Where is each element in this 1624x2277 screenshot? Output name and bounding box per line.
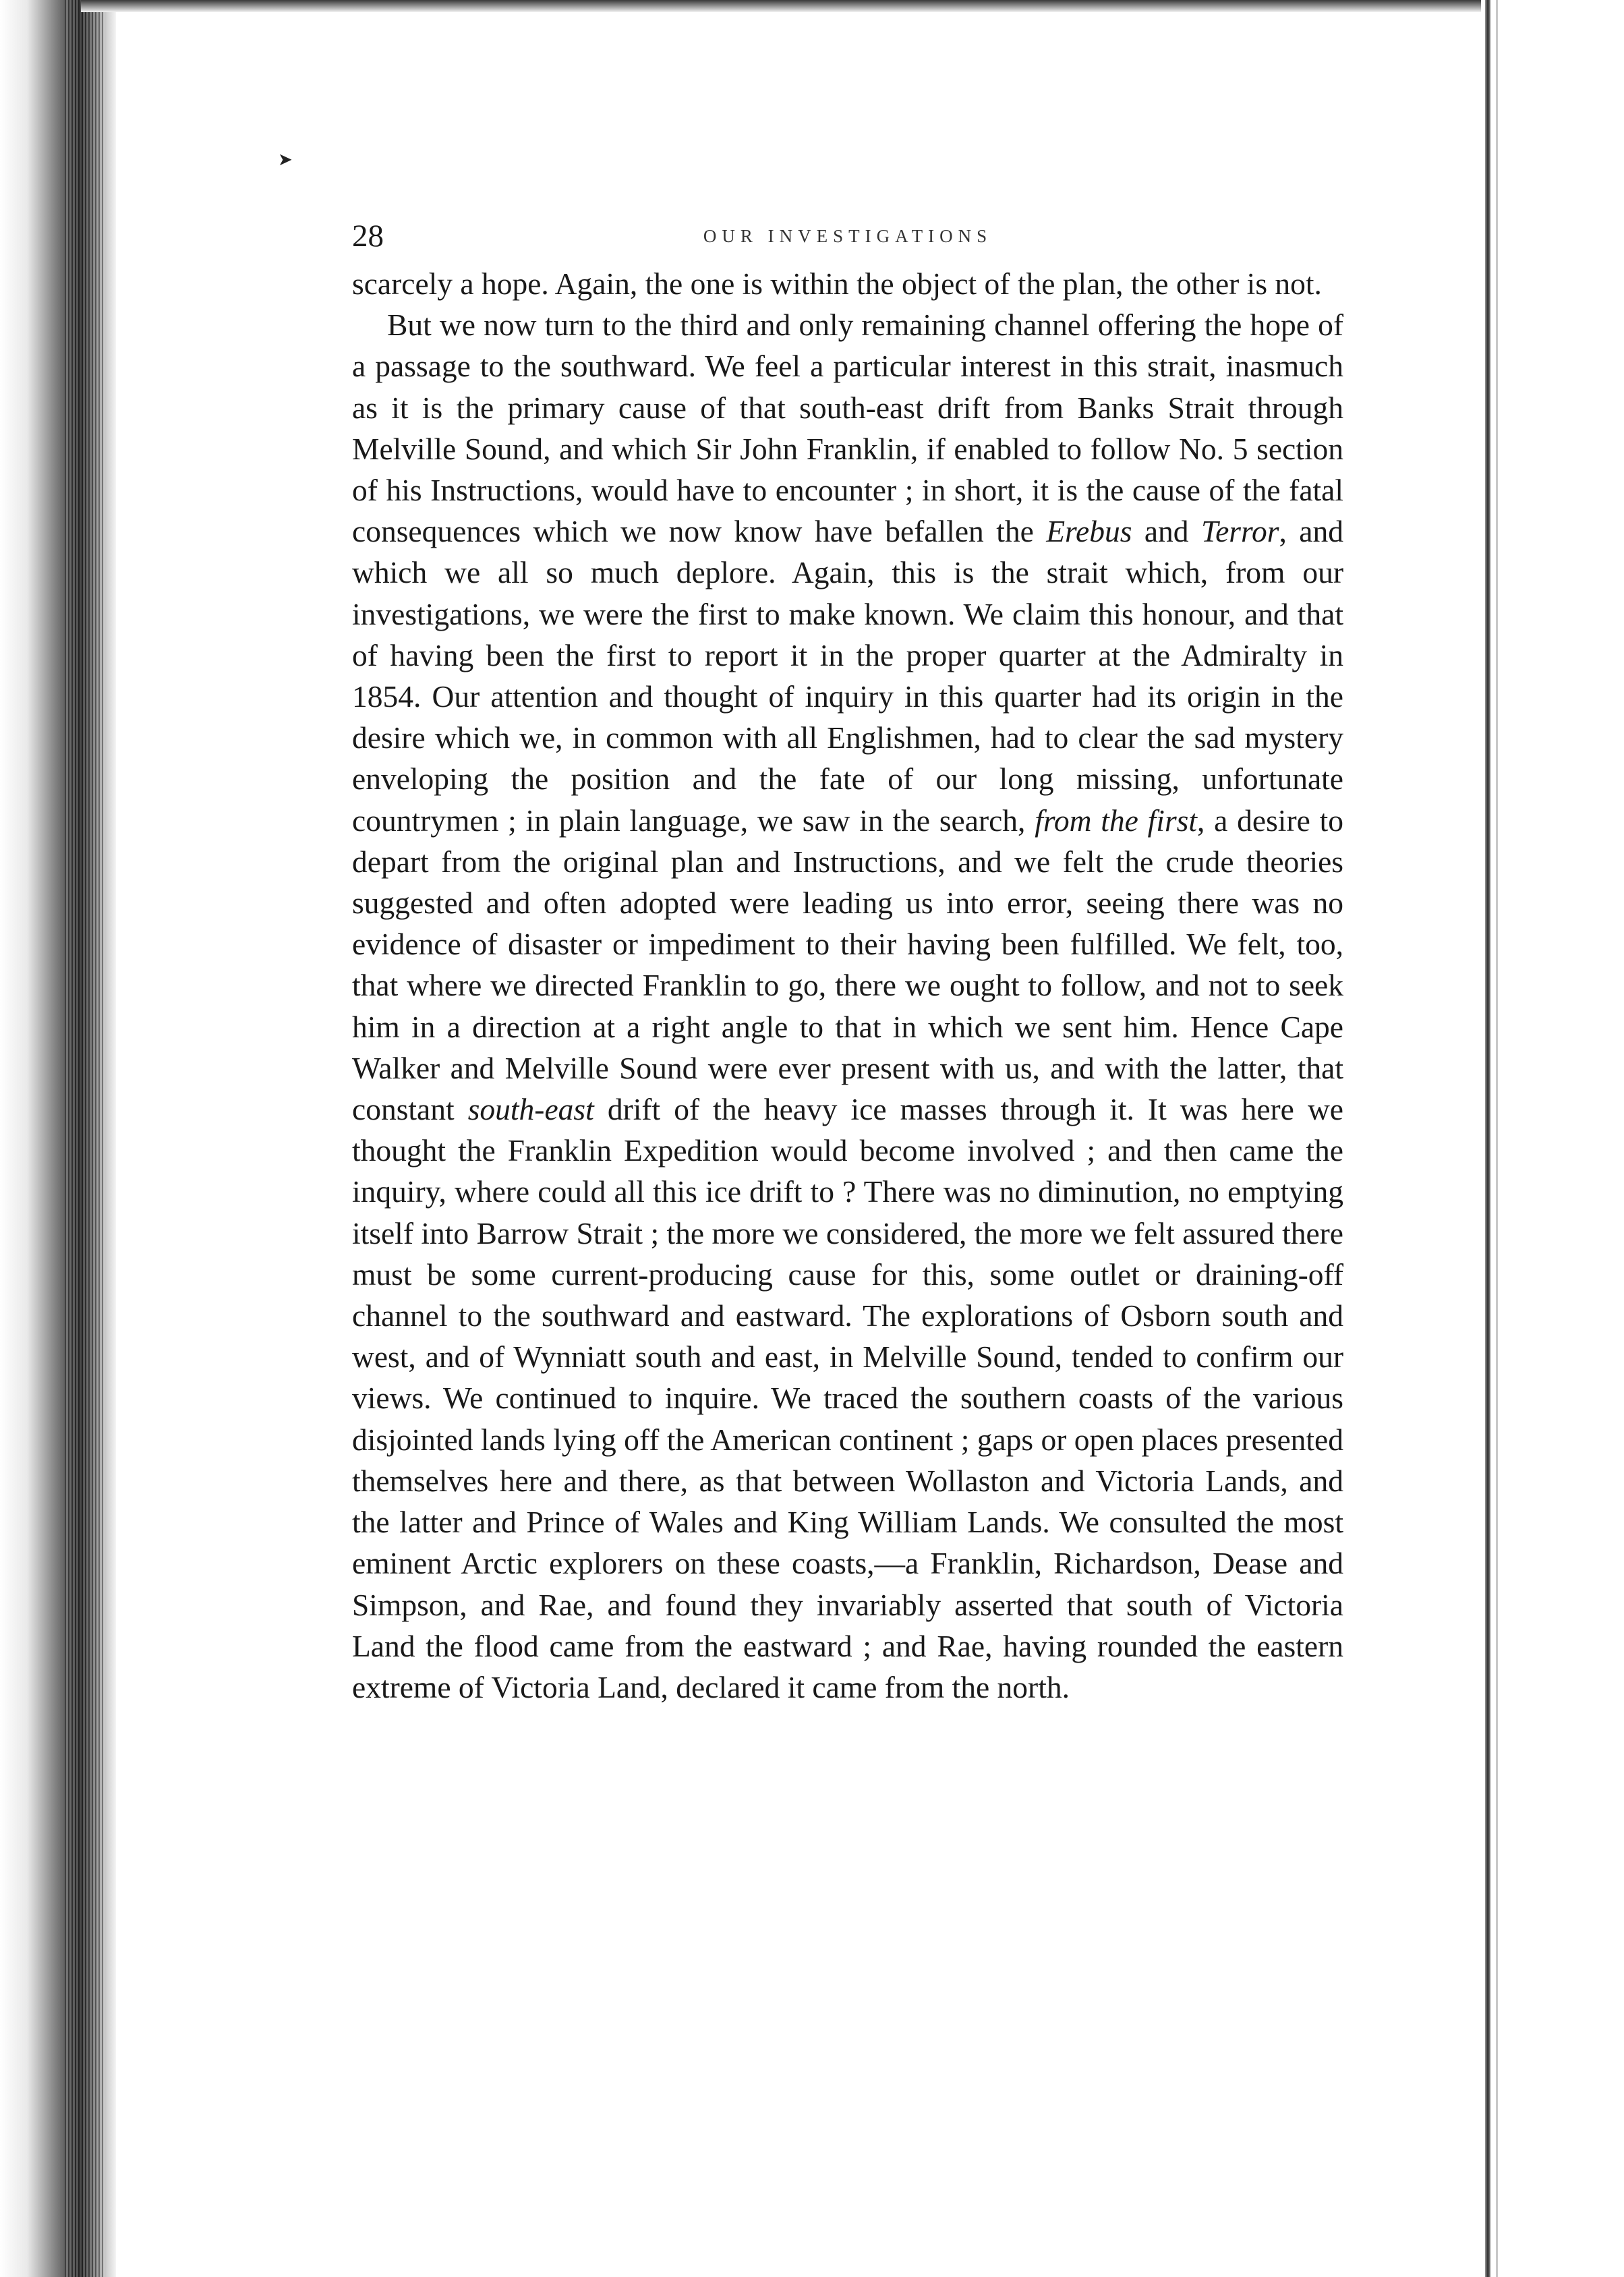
page-number: 28 xyxy=(352,219,384,254)
paragraph-2-text-1: But we now turn to the third and only remaining channel offering the hope of a passage to the southward. We feel a particular interest in this strait, inasmuch as it is the primary cause of that south-east drift from Banks Strait through Melville Sound, and which Sir John Franklin, if enabled to follow No. 5 section of his Instructions, would have to encounter ; in short, it is the cause of the fatal consequences which we now know have befallen the xyxy=(352,308,1343,549)
ship-name-terror: Terror xyxy=(1200,514,1279,549)
page-header xyxy=(352,216,1343,263)
emphasis-from-the-first: from the first xyxy=(1035,803,1197,838)
emphasis-south-east: south-east xyxy=(467,1092,594,1127)
page-top-edge xyxy=(81,0,1484,12)
paragraph-2-text-3: , and which we all so much deplore. Again, this is the strait which, from our investigations, we were the first to make known. We claim this honour, and that of having been the first to report it in the proper quarter at the Admiralty in 1854. Our attention and thought of inquiry in this quarter had its origin in the desire which we, in common with all Englishmen, had to clear the sad mystery enveloping the position and the fate of our long missing, unfortunate countrymen ; in plain language, we saw in the search, xyxy=(352,514,1343,838)
running-head: OUR INVESTIGATIONS xyxy=(703,226,993,246)
paragraph-1: scarcely a hope. Again, the one is within the object of the plan, the other is not. xyxy=(352,266,1322,301)
ship-name-erebus: Erebus xyxy=(1046,514,1132,549)
page-body xyxy=(352,263,1343,1708)
book-page xyxy=(352,216,1343,1708)
adjacent-page-edge xyxy=(1481,0,1624,2277)
paragraph-2 xyxy=(352,304,1343,1708)
paragraph-2-text-4: , a desire to depart from the original plan and Instructions, and we felt the crude theories suggested and often adopted were leading us into error, seeing there was no evidence of disaster or impediment to their having been fulfilled. We felt, too, that where we directed Franklin to go, there we ought to follow, and not to seek him in a direction at a right angle to that in which we sent him. Hence Cape Walker and Melville Sound were ever present with us, and with the latter, that constant xyxy=(352,803,1343,1127)
paragraph-2-text-2: and xyxy=(1132,514,1201,549)
paragraph-2-text-5: drift of the heavy ice masses through it. It was here we thought the Franklin Expedition would become involved ; and then came the inquiry, where could all this ice drift to ? There was no diminution, no emptying itself into Barrow Strait ; the more we considered, the more we felt assured there must be some current-producing cause for this, some outlet or draining-off channel to the southward and eastward. The explorations of Osborn south and west, and of Wynniatt south and east, in Melville Sound, tended to confirm our views. We continued to inquire. We traced the southern coasts of the various disjointed lands lying off the American continent ; gaps or open places presented themselves here and there, as that between Wollaston and Victoria Lands, and the latter and Prince of Wales and King William Lands. We consulted the most eminent Arctic explorers on these coasts,—a Franklin, Richardson, Dease and Simpson, and Rae, and found they invariably asserted that south of Victoria Land the flood came from the eastward ; and Rae, having rounded the eastern extreme of Victoria Land, declared it came from the north. xyxy=(352,1092,1343,1704)
margin-mark: ➤ xyxy=(278,150,293,169)
book-binding-edge xyxy=(0,0,116,2277)
